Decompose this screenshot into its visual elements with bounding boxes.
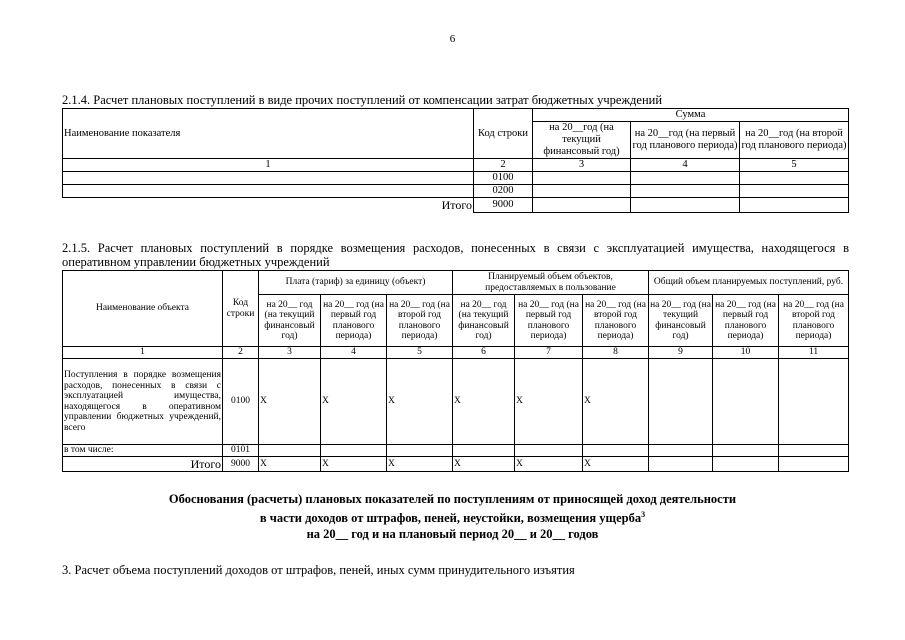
- subheader-second: на 20__ год (на второй год планового периода): [387, 295, 453, 347]
- total-code: 9000: [223, 457, 259, 472]
- table-215: [62, 270, 849, 472]
- value-cell: [453, 445, 515, 457]
- value-cell: [631, 172, 740, 185]
- value-cell: [779, 445, 849, 457]
- value-cell: [649, 457, 713, 472]
- value-cell: [779, 457, 849, 472]
- justification-line1: Обоснования (расчеты) плановых показателей по поступлениям от приносящей доход деятельности: [168, 492, 737, 506]
- row-name-cell: [63, 172, 474, 185]
- subheader-first: на 20__ год (на первый год планового периода): [713, 295, 779, 347]
- col-number: 4: [321, 347, 387, 359]
- section-3-heading: 3. Расчет объема поступлений доходов от штрафов, пеней, иных сумм принудительного изъятия: [62, 563, 575, 577]
- value-cell: [515, 445, 583, 457]
- header-name: Наименование показателя: [63, 109, 474, 159]
- subheader-current: на 20__ год (на текущий финансовый год): [453, 295, 515, 347]
- row-code: 0101: [223, 445, 259, 457]
- col-number: 8: [583, 347, 649, 359]
- subheader-first: на 20__ год (на первый год планового периода): [515, 295, 583, 347]
- numbering-row: [63, 347, 849, 359]
- page-number: 6: [449, 33, 456, 45]
- col-number: 1: [63, 347, 223, 359]
- x-mark: X: [387, 359, 453, 445]
- value-cell: [533, 172, 631, 185]
- header-col4: на 20__год (на первый год планового периода): [631, 122, 740, 159]
- x-mark: X: [583, 457, 649, 472]
- value-cell: [713, 445, 779, 457]
- value-cell: [740, 172, 849, 185]
- numbering-row: [63, 159, 849, 172]
- header-code: Код строки: [223, 271, 259, 347]
- x-mark: X: [583, 359, 649, 445]
- value-cell: [713, 359, 779, 445]
- row-description: Поступления в порядке возмещения расходов, понесенных в связи с эксплуатацией имущества, находящегося в оперативном управлении бюджетных учреждений, всего: [63, 359, 223, 445]
- subheader-current: на 20__ год (на текущий финансовый год): [649, 295, 713, 347]
- header-code: Код строки: [474, 109, 533, 159]
- row-code: 0200: [474, 185, 533, 198]
- col-number: 3: [533, 159, 631, 172]
- col-number: 5: [387, 347, 453, 359]
- x-mark: X: [321, 359, 387, 445]
- col-number: 7: [515, 347, 583, 359]
- col-number: 2: [223, 347, 259, 359]
- value-cell: [649, 359, 713, 445]
- value-cell: [533, 198, 631, 213]
- x-mark: X: [387, 457, 453, 472]
- table-214: [62, 108, 849, 213]
- col-number: 11: [779, 347, 849, 359]
- value-cell: [649, 445, 713, 457]
- value-cell: [259, 445, 321, 457]
- section-215-heading: 2.1.5. Расчет плановых поступлений в порядке возмещения расходов, понесенных в связи с эксплуатацией имущества, находящегося в оперативном управлении бюджетных учреждений: [62, 241, 849, 269]
- col-number: 9: [649, 347, 713, 359]
- total-label: Итого: [63, 457, 223, 472]
- subheader-second: на 20__ год (на второй год планового периода): [583, 295, 649, 347]
- value-cell: [740, 198, 849, 213]
- justification-title: [0, 491, 905, 542]
- x-mark: X: [259, 359, 321, 445]
- section-214-heading: 2.1.4. Расчет плановых поступлений в виде прочих поступлений от компенсации затрат бюджетных учреждений: [62, 93, 663, 107]
- table-row: [63, 185, 849, 198]
- x-mark: X: [515, 457, 583, 472]
- table-row: [63, 445, 849, 457]
- value-cell: [631, 198, 740, 213]
- x-mark: X: [515, 359, 583, 445]
- header-total-revenue: Общий объем планируемых поступлений, руб.: [649, 271, 849, 295]
- table-row: [63, 359, 849, 445]
- value-cell: [387, 445, 453, 457]
- x-mark: X: [259, 457, 321, 472]
- header-col3: на 20__год (на текущий финансовый год): [533, 122, 631, 159]
- header-object-name: Наименование объекта: [63, 271, 223, 347]
- value-cell: [533, 185, 631, 198]
- row-code: 0100: [474, 172, 533, 185]
- x-mark: X: [321, 457, 387, 472]
- col-number: 3: [259, 347, 321, 359]
- value-cell: [583, 445, 649, 457]
- x-mark: X: [453, 359, 515, 445]
- total-label: Итого: [63, 198, 474, 213]
- col-number: 2: [474, 159, 533, 172]
- justification-line2: [0, 507, 905, 526]
- total-row: [63, 457, 849, 472]
- value-cell: [740, 185, 849, 198]
- header-sum: Сумма: [533, 109, 849, 122]
- col-number: 10: [713, 347, 779, 359]
- value-cell: [631, 185, 740, 198]
- row-code: 0100: [223, 359, 259, 445]
- justification-line3: на 20__ год и на плановый период 20__ и 20__ годов: [306, 527, 599, 542]
- col-number: 6: [453, 347, 515, 359]
- subheader-current: на 20__ год (на текущий финансовый год): [259, 295, 321, 347]
- value-cell: [713, 457, 779, 472]
- total-code: 9000: [474, 198, 533, 213]
- header-col5: на 20__год (на второй год планового периода): [740, 122, 849, 159]
- subheader-second: на 20__ год (на второй год планового периода): [779, 295, 849, 347]
- value-cell: [321, 445, 387, 457]
- subheader-first: на 20__ год (на первый год планового периода): [321, 295, 387, 347]
- footnote-ref: 3: [641, 510, 646, 519]
- total-row: [63, 198, 849, 213]
- x-mark: X: [453, 457, 515, 472]
- col-number: 5: [740, 159, 849, 172]
- header-tariff: Плата (тариф) за единицу (объект): [259, 271, 453, 295]
- justification-line2-text: в части доходов от штрафов, пеней, неустойки, возмещения ущерба: [259, 511, 642, 526]
- value-cell: [779, 359, 849, 445]
- row-name-cell: [63, 185, 474, 198]
- row-description: в том числе:: [63, 445, 223, 457]
- col-number: 4: [631, 159, 740, 172]
- col-number: 1: [63, 159, 474, 172]
- header-volume: Планируемый объем объектов, предоставляемых в пользование: [453, 271, 649, 295]
- table-row: [63, 172, 849, 185]
